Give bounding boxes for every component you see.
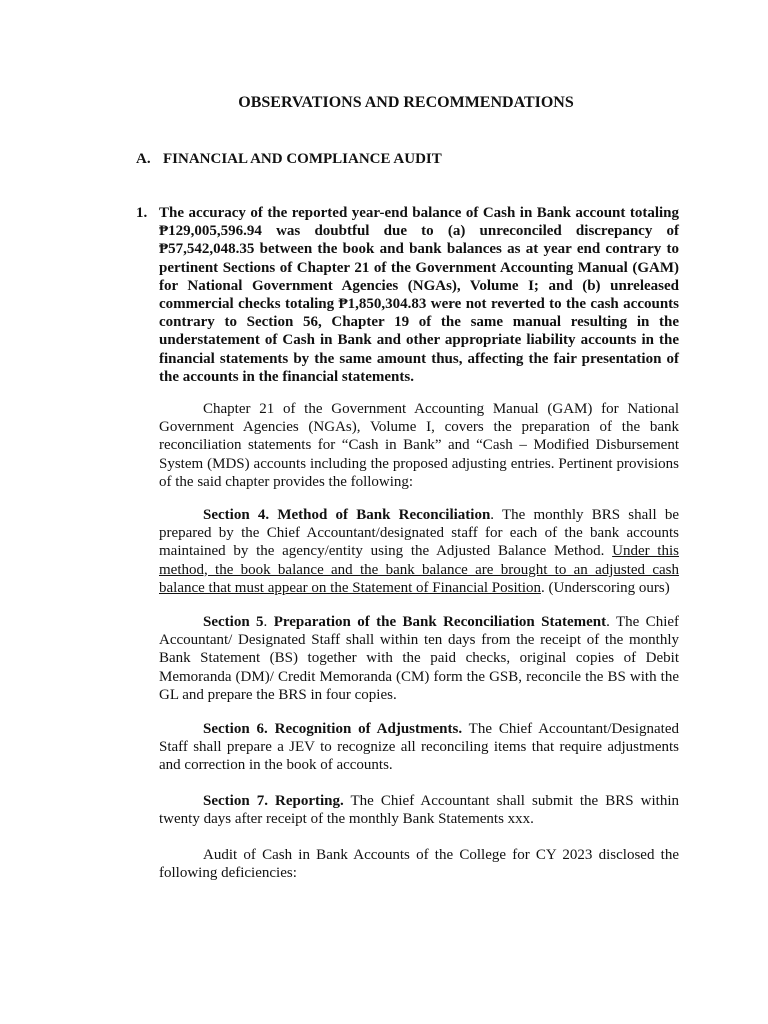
section-5-paragraph bbox=[159, 613, 679, 704]
page-title: OBSERVATIONS AND RECOMMENDATIONS bbox=[238, 94, 574, 111]
section-5-heading: Preparation of the Bank Reconciliation Statement bbox=[273, 614, 607, 630]
section-heading-text: FINANCIAL AND COMPLIANCE AUDIT bbox=[163, 151, 442, 167]
section-7-paragraph bbox=[159, 792, 679, 828]
section-4-heading: Section 4. Method of Bank Reconciliation bbox=[203, 507, 491, 523]
section-5-prefix: Section 5 bbox=[203, 614, 264, 630]
section-6-paragraph bbox=[159, 720, 679, 775]
section-7-heading: Section 7. Reporting. bbox=[203, 793, 344, 809]
section-4-paragraph bbox=[159, 506, 679, 597]
finding-text: The accuracy of the reported year-end balance of Cash in Bank account totaling ₱129,005,596.94 was doubtful due to (a) unreconciled discrepancy of ₱57,542,048.35 between the book and bank balances as at year end contrary to pertinent Sections of Chapter 21 of the Government Accounting Manual (GAM) for National Government Agencies (NGAs), Volume I; and (b) unreleased commercial checks totaling ₱1,850,304.83 were not reverted to the cash accounts contrary to Section 56, Chapter 19 of the same manual resulting in the understatement of Cash in Bank and other appropriate liability accounts in the financial statements by the same amount thus, affecting the fair presentation of the accounts in the financial statements. bbox=[159, 205, 679, 385]
section-heading bbox=[136, 150, 442, 168]
section-5-text: . The Chief Accountant/ Designated Staff shall within ten days from the receipt of the monthly Bank Statement (BS) together with the paid checks, original copies of Debit Memoranda (DM)/ Credit Memoranda (CM) form the GSB, reconcile the BS with the GL and prepare the BRS in four copies. bbox=[159, 614, 680, 703]
section-4-underlined-text: Under this method, the book balance and the bank balance are brought to an adjusted cash balance that must appear on the Statement of Financial Position bbox=[159, 543, 679, 596]
section-4-tail: . (Underscoring ours) bbox=[541, 579, 670, 596]
section-6-heading: Section 6. Recognition of Adjustments. bbox=[203, 721, 463, 737]
audit-paragraph: Audit of Cash in Bank Accounts of the College for CY 2023 disclosed the following deficiencies: bbox=[159, 847, 679, 882]
intro-paragraph: Chapter 21 of the Government Accounting Manual (GAM) for National Government Agencies (NGAs), Volume I, covers the preparation of the bank reconciliation statements for “Cash in Bank” and “Cash – Modified Disbursement System (MDS) accounts including the proposed adjusting entries. Pertinent provisions of the said chapter provides the following: bbox=[159, 401, 679, 490]
finding-number: 1. bbox=[136, 205, 148, 221]
section-4-text: . The monthly BRS shall be prepared by the Chief Accountant/designated staff for each of the bank accounts maintained by the agency/entity using the Adjusted Balance Method. bbox=[159, 507, 679, 560]
section-5-separator: . bbox=[263, 614, 274, 630]
finding-1 bbox=[136, 204, 679, 386]
section-6-text: The Chief Accountant/Designated Staff shall prepare a JEV to recognize all reconciling items that require adjustments and correction in the book of accounts. bbox=[159, 721, 679, 774]
section-letter: A. bbox=[136, 151, 151, 167]
section-7-text: The Chief Accountant shall submit the BRS within twenty days after receipt of the monthly Bank Statements xxx. bbox=[159, 793, 679, 828]
